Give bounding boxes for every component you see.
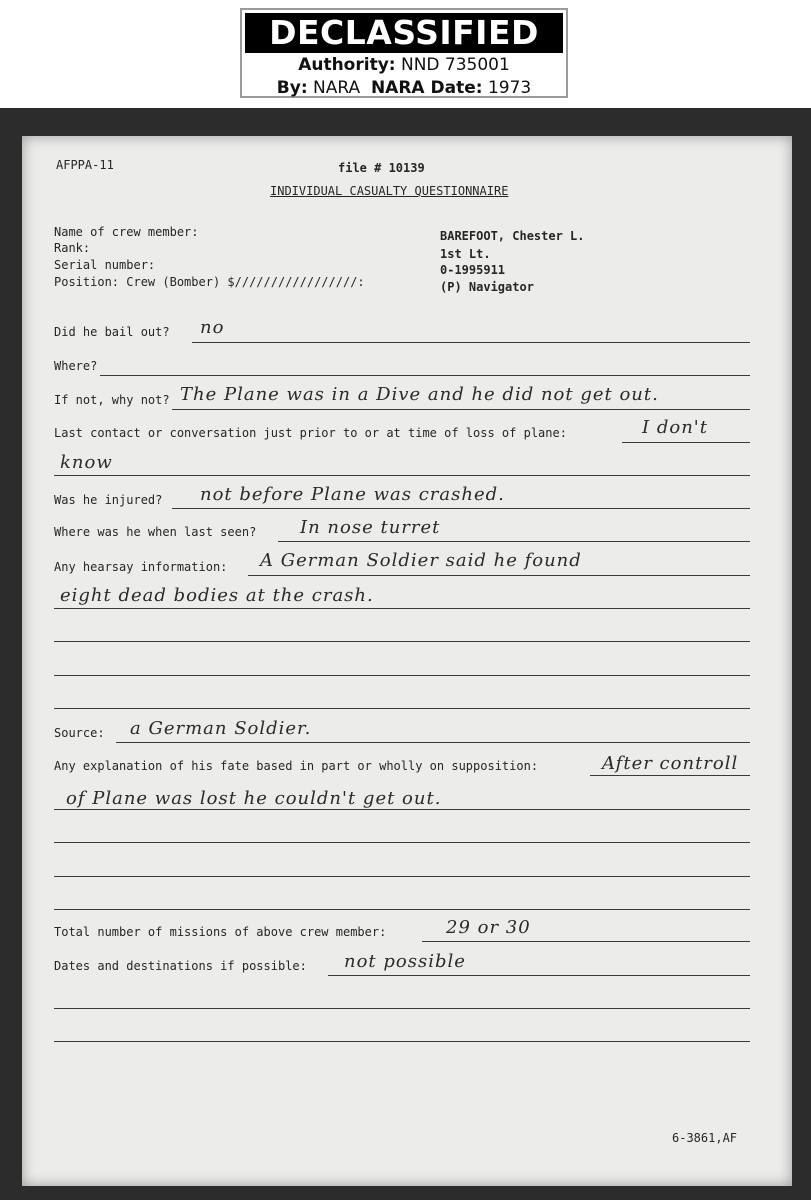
label-source: Source: xyxy=(54,726,105,740)
rule-dates-2 xyxy=(54,1008,750,1009)
value-position: (P) Navigator xyxy=(440,280,534,294)
rule-contact-1 xyxy=(622,442,750,443)
declassified-stamp xyxy=(240,8,568,98)
answer-contact-1: I don't xyxy=(642,417,708,438)
rule-dates-1 xyxy=(328,975,750,976)
rule-source xyxy=(116,742,750,743)
rule-injured xyxy=(172,508,750,509)
stamp-by xyxy=(242,78,566,98)
stamp-authority-value: NND 735001 xyxy=(400,55,510,75)
questionnaire-page xyxy=(22,136,792,1186)
label-where: Where? xyxy=(54,359,98,373)
answer-missions: 29 or 30 xyxy=(446,917,531,938)
rule-dates-3 xyxy=(54,1041,750,1042)
form-code: AFPPA-11 xyxy=(56,158,114,172)
label-name: Name of crew member: xyxy=(54,225,199,239)
value-serial: 0-1995911 xyxy=(440,263,506,277)
rule-hearsay-4 xyxy=(54,675,750,676)
label-serial: Serial number: xyxy=(54,258,156,272)
answer-source: a German Soldier. xyxy=(130,718,312,739)
answer-explanation-1: After controll xyxy=(602,753,739,774)
rule-contact-2 xyxy=(54,475,750,476)
stamp-by-label: By: xyxy=(276,78,308,98)
label-explanation: Any explanation of his fate based in part or wholly on supposition: xyxy=(54,759,539,773)
answer-dates: not possible xyxy=(344,951,466,972)
rule-explanation-5 xyxy=(54,909,750,910)
rule-explanation-2 xyxy=(54,809,750,810)
label-position-text: Position: Crew (Bomber) xyxy=(54,275,228,289)
stamp-date-value: 1973 xyxy=(487,78,532,98)
label-injured: Was he injured? xyxy=(54,493,163,507)
answer-hearsay-2: eight dead bodies at the crash. xyxy=(60,585,374,606)
label-dates: Dates and destinations if possible: xyxy=(54,959,307,973)
label-ifnot: If not, why not? xyxy=(54,393,170,407)
rule-explanation-1 xyxy=(590,775,750,776)
answer-bail: no xyxy=(200,317,225,338)
rule-where xyxy=(100,375,750,376)
rule-explanation-3 xyxy=(54,842,750,843)
rule-explanation-4 xyxy=(54,876,750,877)
stamp-authority-label: Authority: xyxy=(298,55,396,75)
label-rank: Rank: xyxy=(54,241,91,255)
stamp-authority xyxy=(242,55,566,75)
rule-hearsay-2 xyxy=(54,608,750,609)
answer-hearsay-1: A German Soldier said he found xyxy=(260,550,582,571)
answer-ifnot: The Plane was in a Dive and he did not get out. xyxy=(180,384,659,405)
label-missions: Total number of missions of above crew member: xyxy=(54,925,387,939)
label-contact: Last contact or conversation just prior to or at time of loss of plane: xyxy=(54,426,567,440)
rule-missions xyxy=(422,941,750,942)
label-bail: Did he bail out? xyxy=(54,325,170,339)
rule-hearsay-3 xyxy=(54,641,750,642)
label-position-struck: $/////////////////: xyxy=(227,275,365,289)
answer-lastseen: In nose turret xyxy=(300,517,441,538)
rule-lastseen xyxy=(278,541,750,542)
form-footer-code: 6-3861,AF xyxy=(672,1131,738,1145)
rule-hearsay-5 xyxy=(54,708,750,709)
value-name: BAREFOOT, Chester L. xyxy=(440,229,585,243)
stamp-by-value: NARA xyxy=(313,78,361,98)
label-hearsay: Any hearsay information: xyxy=(54,560,228,574)
rule-bail xyxy=(192,342,750,343)
label-position xyxy=(54,275,365,289)
file-number: file # 10139 xyxy=(338,161,425,175)
rule-hearsay-1 xyxy=(248,575,750,576)
stamp-title: DECLASSIFIED xyxy=(245,13,563,53)
label-lastseen: Where was he when last seen? xyxy=(54,525,257,539)
rule-ifnot xyxy=(172,409,750,410)
answer-contact-2: know xyxy=(60,452,113,473)
answer-explanation-2: of Plane was lost he couldn't get out. xyxy=(66,788,442,809)
form-title: INDIVIDUAL CASUALTY QUESTIONNAIRE xyxy=(270,184,509,198)
answer-injured: not before Plane was crashed. xyxy=(200,484,505,505)
value-rank: 1st Lt. xyxy=(440,247,491,261)
stamp-date-label: NARA Date: xyxy=(370,78,483,98)
